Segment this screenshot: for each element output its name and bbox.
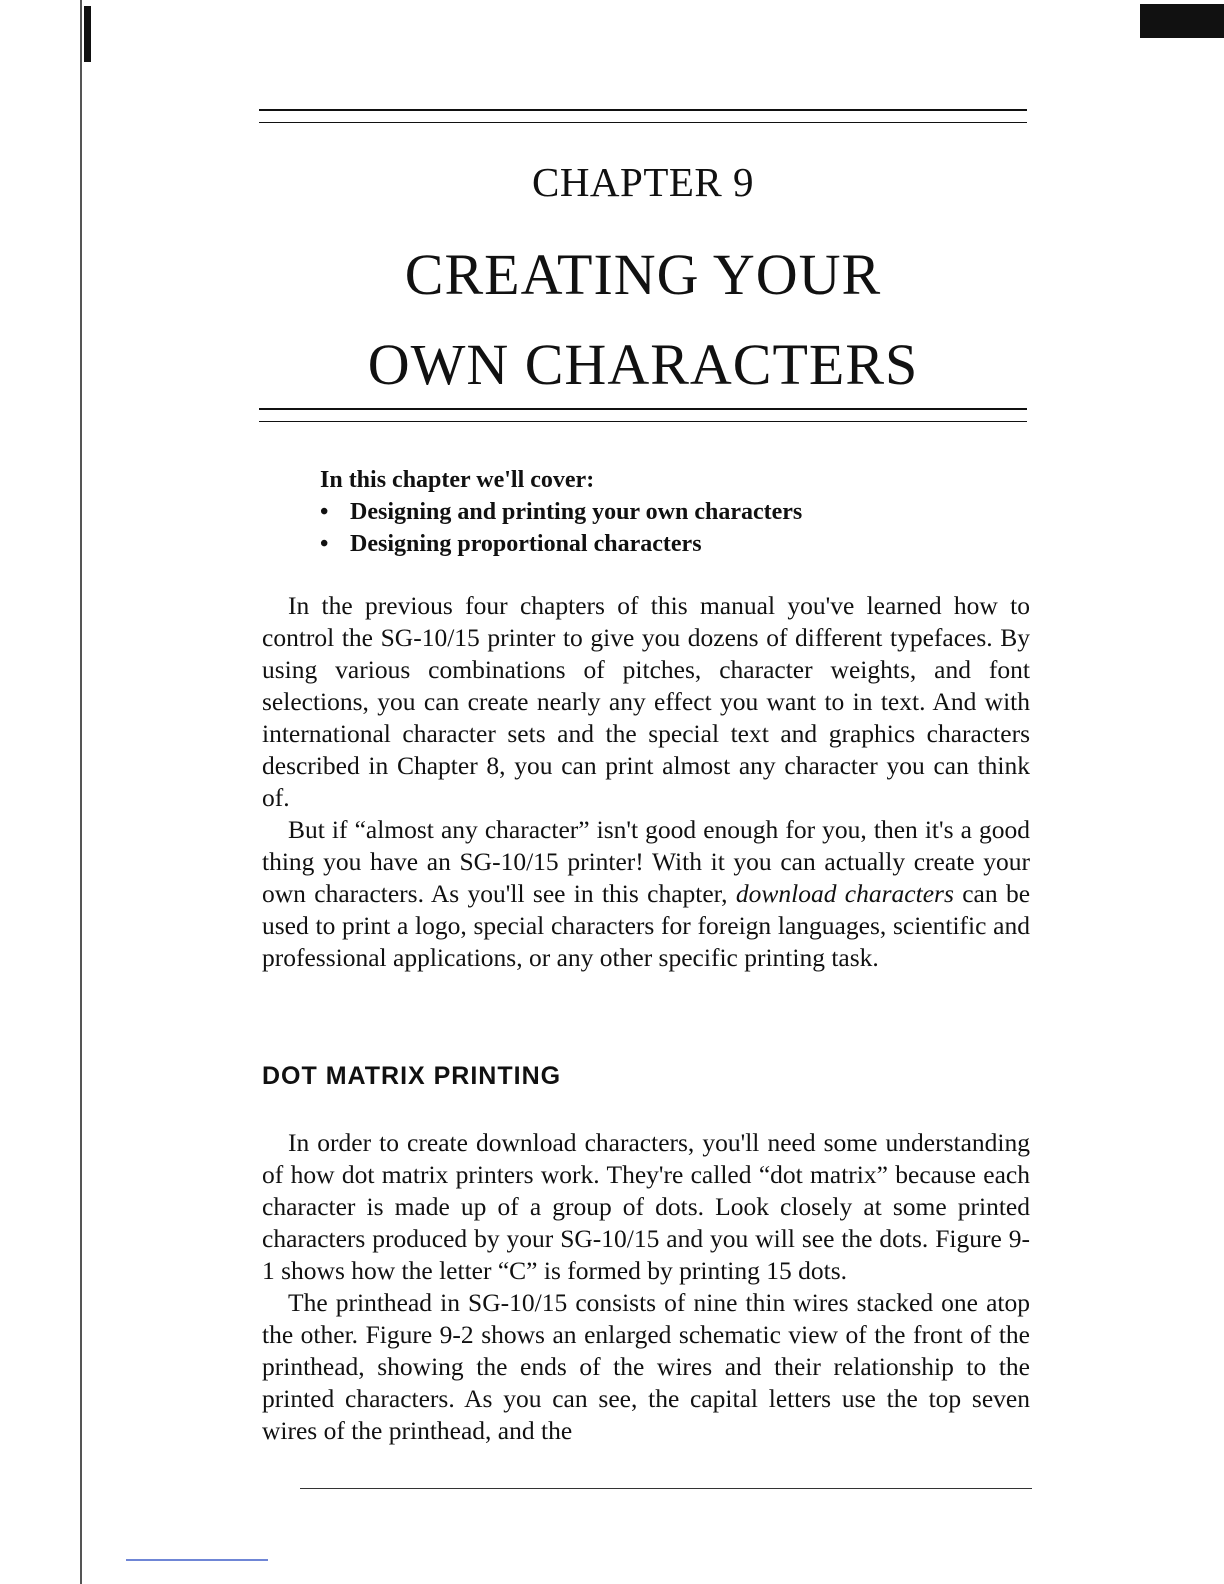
- cover-item-text: Designing and printing your own characters: [350, 499, 803, 525]
- chapter-title-line-2: OWN CHARACTERS: [367, 332, 919, 397]
- scan-left-edge: [80, 0, 82, 1584]
- section-heading-dot-matrix: DOT MATRIX PRINTING: [262, 1062, 562, 1090]
- download-characters-term: download characters: [735, 879, 954, 908]
- footer-rule: [300, 1488, 1032, 1489]
- bullet-icon: •: [320, 499, 329, 525]
- intro-paragraph-2-start: But if “almost any character” isn't good enough for you, then it's a good thing you have an SG-10/15 printer! With it you can actually create your own characters. As you'll see in this chapter,: [262, 815, 1030, 908]
- top-double-rule: [259, 109, 1027, 123]
- cover-items: [320, 496, 802, 560]
- cover-item-text: Designing proportional characters: [350, 531, 702, 557]
- cover-item: [320, 528, 802, 560]
- scan-binding-mark: [84, 6, 91, 62]
- chapter-title: [259, 230, 1027, 410]
- scan-corner-mark: [1140, 4, 1224, 38]
- bullet-icon: •: [320, 531, 329, 557]
- scan-blue-mark: [126, 1559, 268, 1561]
- cover-item: [320, 496, 802, 528]
- intro-paragraph-2: [262, 814, 1030, 974]
- cover-intro: In this chapter we'll cover:: [320, 467, 595, 493]
- intro-section: [262, 590, 1030, 974]
- dot-matrix-paragraph-1: In order to create download characters, you'll need some understanding of how dot matrix printers work. They're called “dot matrix” because each character is made up of a group of dots. Look closely at some printed characters produced by your SG-10/15 and you will see the dots. Figure 9-1 shows how the letter “C” is formed by printing 15 dots.: [262, 1128, 1030, 1285]
- chapter-number: CHAPTER 9: [531, 159, 755, 205]
- chapter-title-line-1: CREATING YOUR: [404, 242, 882, 307]
- dot-matrix-paragraph-2: The printhead in SG-10/15 consists of nine thin wires stacked one atop the other. Figure 9-2 shows an enlarged schematic view of the front of the printhead, showing the ends of the wires and their relationship to the printed characters. As you can see, the capital letters use the top seven wires of the printhead, and the: [262, 1288, 1030, 1445]
- title-bottom-double-rule: [259, 408, 1027, 422]
- dot-matrix-section: [262, 1127, 1030, 1447]
- intro-paragraph-2-end: can be used to print a logo, special characters for foreign languages, scientific and professional applications, or any other specific printing task.: [262, 879, 1031, 972]
- chapter-cover-list: [320, 464, 802, 560]
- intro-paragraph-1: In the previous four chapters of this manual you've learned how to control the SG-10/15 printer to give you dozens of different typefaces. By using various combinations of pitches, character weights, and font selections, you can create nearly any effect you want to in text. And with international character sets and the special text and graphics characters described in Chapter 8, you can print almost any character you can think of.: [262, 591, 1030, 812]
